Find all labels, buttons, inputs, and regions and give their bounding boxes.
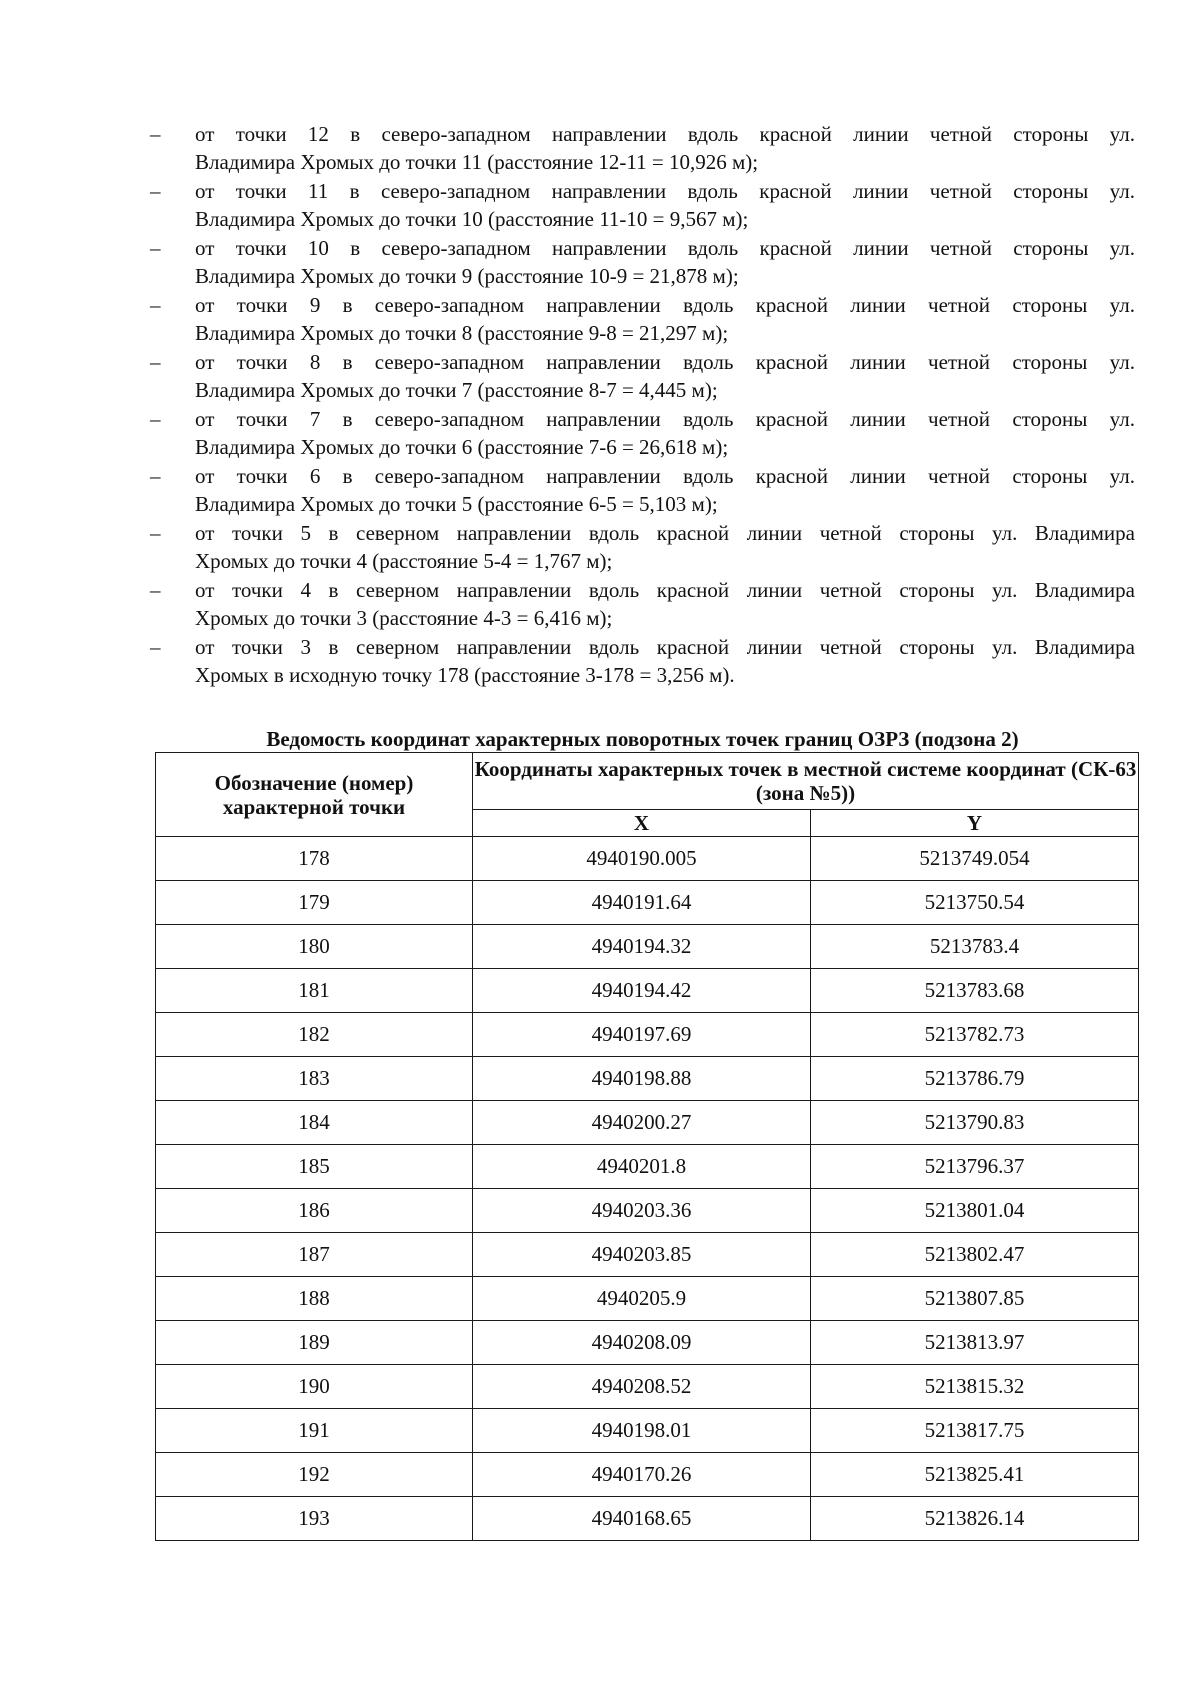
boundary-segment-item (150, 348, 1135, 404)
segment-text-line-2: Владимира Хромых до точки 5 (расстояние 6-5 = 5,103 м); (195, 492, 718, 516)
x-coordinate-cell: 4940191.64 (473, 881, 811, 925)
boundary-segment-item (150, 234, 1135, 290)
x-coordinate-cell: 4940201.8 (473, 1145, 811, 1189)
list-dash: – (150, 293, 161, 317)
segment-text-line-2: Владимира Хромых до точки 9 (расстояние 10-9 = 21,878 м); (195, 264, 739, 288)
x-coordinate-cell: 4940190.005 (473, 837, 811, 881)
x-column-header: X (473, 810, 811, 837)
y-coordinate-cell: 5213802.47 (811, 1233, 1139, 1277)
x-coordinate-cell: 4940203.36 (473, 1189, 811, 1233)
boundary-segment-item (150, 633, 1135, 689)
segment-text-line-2: Владимира Хромых до точки 11 (расстояние 12-11 = 10,926 м); (195, 150, 759, 174)
point-designation-header: Обозначение (номер) характерной точки (156, 753, 473, 837)
point-number-cell: 180 (156, 925, 473, 969)
segment-text-line-1: от точки 11 в северо-западном направлении вдоль красной линии четной стороны ул. (195, 179, 1135, 203)
list-dash: – (150, 122, 161, 146)
table-caption: Ведомость координат характерных поворотных точек границ ОЗРЗ (подзона 2) (266, 727, 1019, 751)
list-dash: – (150, 464, 161, 488)
point-number-cell: 191 (156, 1409, 473, 1453)
boundary-description-list (150, 120, 1135, 690)
y-coordinate-cell: 5213783.4 (811, 925, 1139, 969)
table-row (156, 1233, 1139, 1277)
point-number-cell: 189 (156, 1321, 473, 1365)
y-coordinate-cell: 5213801.04 (811, 1189, 1139, 1233)
table-row (156, 1277, 1139, 1321)
segment-text-line-1: от точки 10 в северо-западном направлении вдоль красной линии четной стороны ул. (195, 236, 1135, 260)
table-row (156, 925, 1139, 969)
table-row (156, 837, 1139, 881)
y-coordinate-cell: 5213817.75 (811, 1409, 1139, 1453)
table-row (156, 969, 1139, 1013)
x-coordinate-cell: 4940170.26 (473, 1453, 811, 1497)
segment-text-line-1: от точки 12 в северо-западном направлении вдоль красной линии четной стороны ул. (195, 122, 1135, 146)
list-dash: – (150, 350, 161, 374)
y-coordinate-cell: 5213815.32 (811, 1365, 1139, 1409)
segment-text-line-1: от точки 8 в северо-западном направлении вдоль красной линии четной стороны ул. (195, 350, 1135, 374)
point-number-cell: 182 (156, 1013, 473, 1057)
segment-text-line-1: от точки 4 в северном направлении вдоль красной линии четной стороны ул. Владимира (195, 578, 1135, 602)
table-row (156, 1013, 1139, 1057)
x-coordinate-cell: 4940203.85 (473, 1233, 811, 1277)
x-coordinate-cell: 4940200.27 (473, 1101, 811, 1145)
point-number-cell: 190 (156, 1365, 473, 1409)
table-row (156, 1145, 1139, 1189)
table-row (156, 1057, 1139, 1101)
boundary-segment-item (150, 462, 1135, 518)
segment-text-line-2: Владимира Хромых до точки 7 (расстояние 8-7 = 4,445 м); (195, 378, 718, 402)
list-dash: – (150, 407, 161, 431)
list-dash: – (150, 521, 161, 545)
table-row (156, 1409, 1139, 1453)
x-coordinate-cell: 4940194.42 (473, 969, 811, 1013)
point-number-cell: 178 (156, 837, 473, 881)
y-coordinate-cell: 5213813.97 (811, 1321, 1139, 1365)
boundary-segment-item (150, 405, 1135, 461)
y-coordinate-cell: 5213786.79 (811, 1057, 1139, 1101)
segment-text-line-2: Владимира Хромых до точки 8 (расстояние 9-8 = 21,297 м); (195, 321, 729, 345)
segment-text-line-2: Владимира Хромых до точки 6 (расстояние 7-6 = 26,618 м); (195, 435, 729, 459)
point-number-cell: 184 (156, 1101, 473, 1145)
segment-text-line-2: Хромых в исходную точку 178 (расстояние 3-178 = 3,256 м). (195, 663, 735, 687)
point-number-cell: 188 (156, 1277, 473, 1321)
y-coordinate-cell: 5213825.41 (811, 1453, 1139, 1497)
x-coordinate-cell: 4940194.32 (473, 925, 811, 969)
point-number-cell: 181 (156, 969, 473, 1013)
y-column-header: Y (811, 810, 1139, 837)
x-coordinate-cell: 4940198.01 (473, 1409, 811, 1453)
segment-text-line-1: от точки 5 в северном направлении вдоль красной линии четной стороны ул. Владимира (195, 521, 1135, 545)
x-coordinate-cell: 4940208.09 (473, 1321, 811, 1365)
point-number-cell: 185 (156, 1145, 473, 1189)
table-row (156, 1189, 1139, 1233)
x-coordinate-cell: 4940168.65 (473, 1497, 811, 1541)
segment-text-line-1: от точки 7 в северо-западном направлении вдоль красной линии четной стороны ул. (195, 407, 1135, 431)
list-dash: – (150, 236, 161, 260)
table-row (156, 1453, 1139, 1497)
table-row (156, 1101, 1139, 1145)
y-coordinate-cell: 5213783.68 (811, 969, 1139, 1013)
table-row (156, 881, 1139, 925)
segment-text-line-2: Владимира Хромых до точки 10 (расстояние 11-10 = 9,567 м); (195, 207, 749, 231)
coordinates-table-body (156, 837, 1139, 1541)
segment-text-line-1: от точки 3 в северном направлении вдоль красной линии четной стороны ул. Владимира (195, 635, 1135, 659)
coordinates-header: Координаты характерных точек в местной системе координат (СК-63 (зона №5)) (473, 753, 1139, 810)
point-number-cell: 187 (156, 1233, 473, 1277)
table-row (156, 1321, 1139, 1365)
segment-text-line-2: Хромых до точки 4 (расстояние 5-4 = 1,767 м); (195, 549, 613, 573)
y-coordinate-cell: 5213750.54 (811, 881, 1139, 925)
x-coordinate-cell: 4940198.88 (473, 1057, 811, 1101)
point-number-cell: 186 (156, 1189, 473, 1233)
segment-text-line-1: от точки 9 в северо-западном направлении вдоль красной линии четной стороны ул. (195, 293, 1135, 317)
segment-text-line-2: Хромых до точки 3 (расстояние 4-3 = 6,416 м); (195, 606, 613, 630)
segment-text-line-1: от точки 6 в северо-западном направлении вдоль красной линии четной стороны ул. (195, 464, 1135, 488)
x-coordinate-cell: 4940197.69 (473, 1013, 811, 1057)
point-number-cell: 192 (156, 1453, 473, 1497)
list-dash: – (150, 635, 161, 659)
boundary-segment-item (150, 291, 1135, 347)
table-row (156, 1497, 1139, 1541)
y-coordinate-cell: 5213826.14 (811, 1497, 1139, 1541)
y-coordinate-cell: 5213796.37 (811, 1145, 1139, 1189)
y-coordinate-cell: 5213782.73 (811, 1013, 1139, 1057)
x-coordinate-cell: 4940205.9 (473, 1277, 811, 1321)
point-number-cell: 179 (156, 881, 473, 925)
y-coordinate-cell: 5213790.83 (811, 1101, 1139, 1145)
point-number-cell: 193 (156, 1497, 473, 1541)
x-coordinate-cell: 4940208.52 (473, 1365, 811, 1409)
list-dash: – (150, 578, 161, 602)
boundary-segment-item (150, 576, 1135, 632)
point-number-cell: 183 (156, 1057, 473, 1101)
y-coordinate-cell: 5213749.054 (811, 837, 1139, 881)
coordinates-table (155, 752, 1139, 1541)
boundary-segment-item (150, 519, 1135, 575)
boundary-segment-item (150, 120, 1135, 176)
list-dash: – (150, 179, 161, 203)
y-coordinate-cell: 5213807.85 (811, 1277, 1139, 1321)
boundary-segment-item (150, 177, 1135, 233)
table-row (156, 1365, 1139, 1409)
